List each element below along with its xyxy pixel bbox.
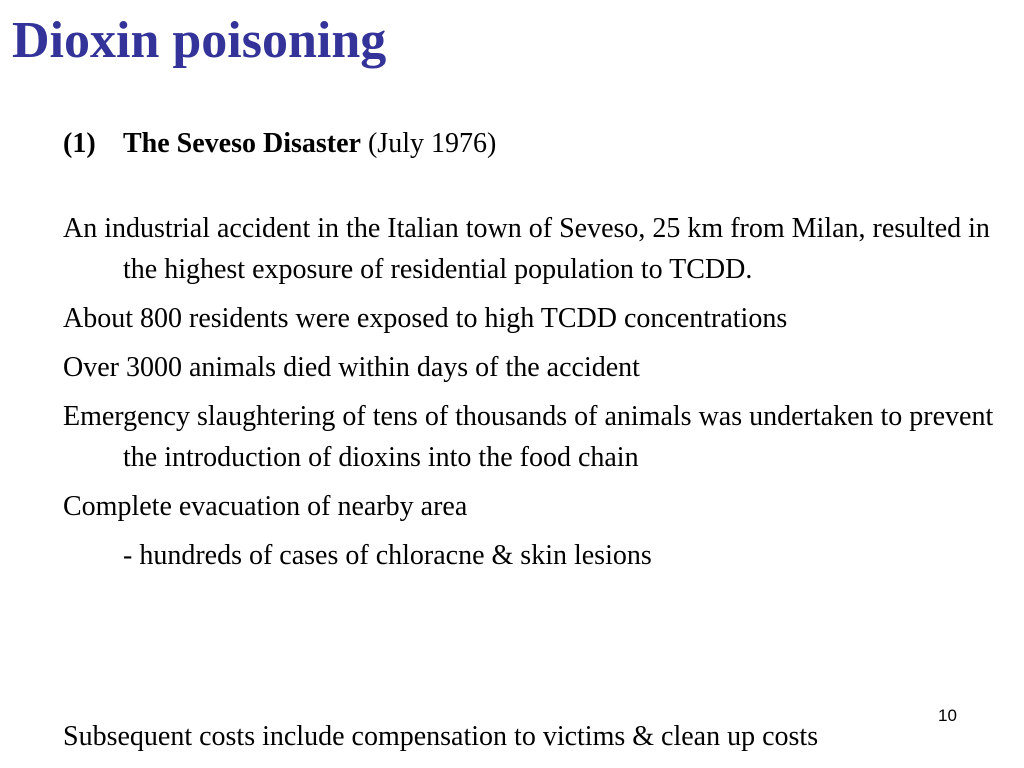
slide-body [63, 208, 1013, 576]
paragraph-subsequent-costs: Subsequent costs include compensation to victims & clean up costs [63, 721, 819, 752]
heading-number: (1) [63, 128, 96, 159]
slide-title: Dioxin poisoning [12, 12, 387, 69]
heading-date: (July 1976) [367, 128, 497, 159]
paragraph-emergency-slaughter: Emergency slaughtering of tens of thousands of animals was undertaken to prevent the introduction of dioxins into the food chain [63, 401, 994, 473]
paragraph-evacuation: Complete evacuation of nearby area [63, 491, 468, 522]
page-number: 10 [938, 706, 957, 725]
section-heading [63, 126, 496, 162]
paragraph-residents-exposed: About 800 residents were exposed to high TCDD concentrations [63, 303, 788, 334]
sub-point-chloracne: - hundreds of cases of chloracne & skin lesions [123, 540, 652, 571]
heading-title: The Seveso Disaster [123, 128, 361, 159]
paragraph-seveso-accident: An industrial accident in the Italian town of Seveso, 25 km from Milan, resulted in the highest exposure of residential population to TCDD. [63, 213, 990, 285]
paragraph-animals-died: Over 3000 animals died within days of the accident [63, 352, 640, 383]
